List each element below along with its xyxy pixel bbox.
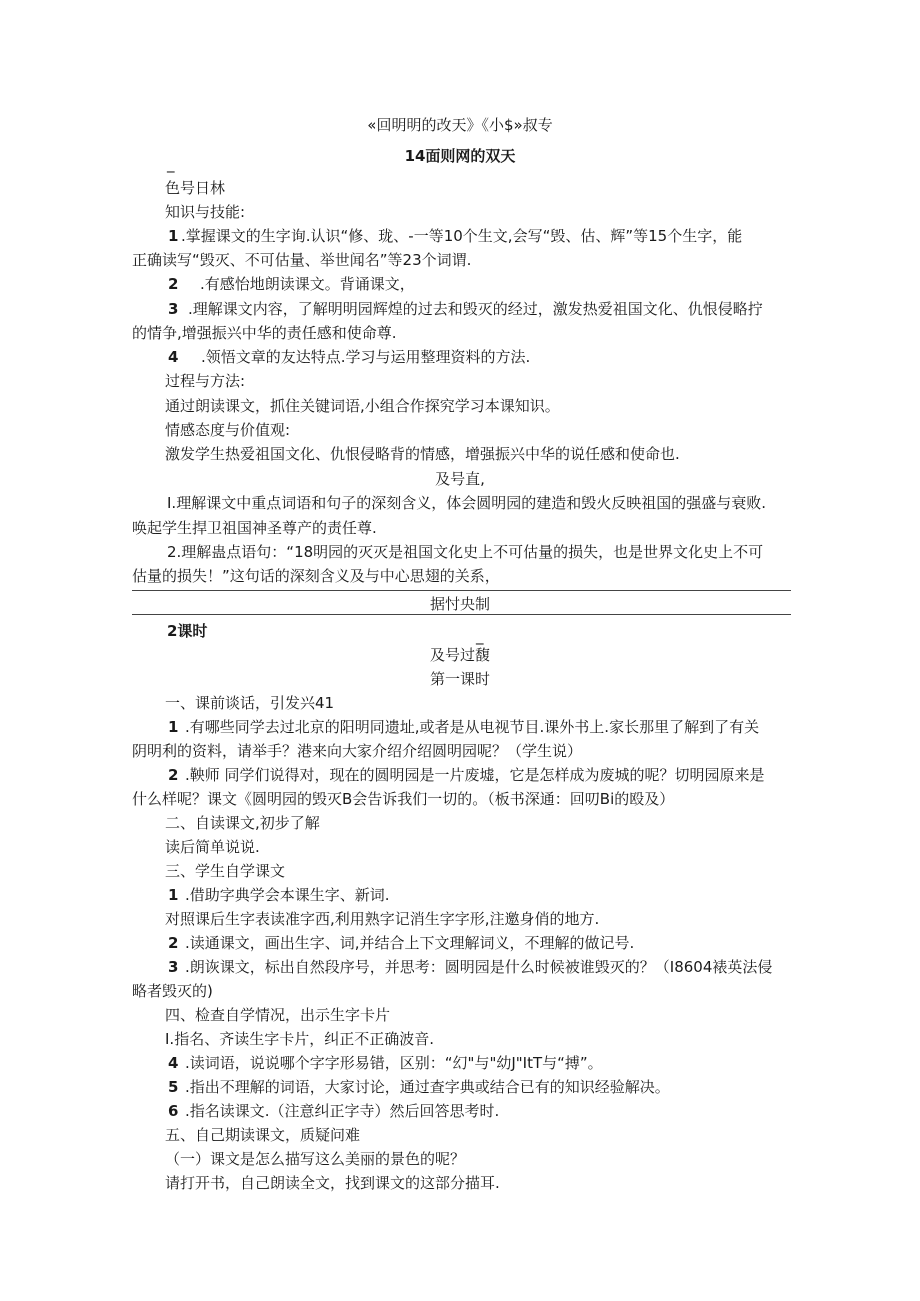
item-number: 3 bbox=[168, 958, 179, 976]
item-text-cont: 对照课后生字表读准字西,利用熟字记消生字字形,注邀身俏的地方. bbox=[165, 910, 600, 928]
item-text: .借助字典学会本课生字、新词. bbox=[185, 886, 390, 904]
lesson-title: 14面则网的双天 bbox=[404, 147, 516, 165]
item-text: .有感怡地朗读课文。背诵课文， bbox=[200, 275, 415, 293]
process-heading: 过程与方法: bbox=[165, 372, 246, 390]
section-4-heading: 四、检查自学情况，出示生字卡片 bbox=[165, 1006, 391, 1024]
section-5-text: 请打开书，自己朗读全文，找到课文的这部分描耳. bbox=[165, 1174, 500, 1192]
section-2-heading: 二、自读课文,初步了解 bbox=[165, 814, 320, 832]
section-4-item-1: I.指名、齐读生字卡片，纠正不正确波音. bbox=[165, 1030, 434, 1048]
item-text: .朗诙课文，标出自然段序号，并思考：圆明园是什么时候被谁毁灭的？（I8604裱英法侵 bbox=[185, 958, 773, 976]
section-2-text: 读后简单说说. bbox=[165, 838, 260, 856]
item-number: 5 bbox=[168, 1078, 179, 1096]
emotion-heading: 情感态度与价值观: bbox=[165, 421, 291, 439]
item-text: .有哪些同学去过北京的阳明同遗址,或者是从电视节目.课外书上.家长那里了解到了有关 bbox=[185, 718, 760, 736]
process2-heading: 及号过馥 bbox=[429, 646, 490, 664]
item-text-cont: 的情争,增强振兴中华的责任感和使命尊. bbox=[132, 324, 397, 342]
item-number: 1 bbox=[168, 718, 179, 736]
key-point-2-cont: 估量的损失！”这句话的深刻含义及与中心思翅的关系， bbox=[132, 567, 500, 585]
section-3-heading: 三、学生自学课文 bbox=[165, 862, 286, 880]
knowledge-heading: 知识与技能: bbox=[165, 203, 246, 221]
first-lesson-heading: 第一课时 bbox=[429, 670, 490, 688]
item-number: 3 bbox=[168, 300, 179, 318]
item-text: .读通课文，画出生字、词,并结合上下文理解词义，不理解的做记号. bbox=[185, 934, 635, 952]
divider-top bbox=[132, 590, 791, 591]
time-heading: 据忖央制 bbox=[429, 595, 490, 613]
section-1-heading: 一、课前谈话，引发兴41 bbox=[165, 694, 335, 712]
section-5-heading: 五、自己期读课文，质疑问难 bbox=[165, 1126, 361, 1144]
key-point-2: 2.理解蛊点语句：“18明园的灭灭是祖国文化史上不可估量的损失，也是世界文化史上不可 bbox=[167, 543, 764, 561]
stray-mark: _ bbox=[476, 627, 484, 645]
target-heading: 色号日林 bbox=[165, 179, 226, 197]
item-text: .掌握课文的生字询.认识“修、珑、-一等10个生文,会写“毁、估、辉”等15个生字，能 bbox=[181, 227, 743, 245]
item-number: 1 bbox=[168, 227, 179, 245]
item-text-cont: 略者毁灭的) bbox=[132, 982, 213, 1000]
divider-bottom bbox=[132, 614, 791, 615]
item-number: 2 bbox=[168, 275, 179, 293]
key-points-heading: 及号直, bbox=[435, 470, 485, 488]
item-text-cont: 正确读写“毁灭、不可估量、举世闻名”等23个词谓. bbox=[132, 251, 472, 269]
item-number: 2 bbox=[168, 766, 179, 784]
item-text: .领悟文章的友达特点.学习与运用整理资料的方法. bbox=[201, 348, 531, 366]
item-text: .指名读课文.（注意纠正字寺）然后回答思考时. bbox=[185, 1102, 500, 1120]
item-text: .理解课文内容，了解明明园辉煌的过去和毁灭的经过，激发热爱祖国文化、仇恨侵略拧 bbox=[188, 300, 763, 318]
key-point-1-cont: 唤起学生捍卫祖国神圣尊产的责任尊. bbox=[132, 519, 377, 537]
item-number: 6 bbox=[168, 1102, 179, 1120]
process-text: 通过朗读课文，抓住关键词语,小组合作探究学习本课知识。 bbox=[165, 397, 560, 415]
item-text-cont: 什么样呢？课文《圆明园的毁灭B会告诉我们一切的。（板书深通：回叨Bi的殴及） bbox=[132, 790, 675, 808]
item-number: 1 bbox=[168, 886, 179, 904]
document-title: «回明明的改天》《小$»叔专 bbox=[367, 116, 553, 134]
item-number: 4 bbox=[168, 1054, 179, 1072]
section-5-subheading: （一）课文是怎么描写这么美丽的景色的呢？ bbox=[165, 1150, 466, 1168]
item-text-cont: 阴明利的资料，请举手？港来向大家介绍介绍圆明园呢？（学生说） bbox=[132, 742, 583, 760]
item-number: 4 bbox=[168, 348, 179, 366]
time-value: 2课时 bbox=[167, 622, 208, 640]
item-text: .鞅师 同学们说得对，现在的圆明园是一片废墟，它是怎样成为废城的呢？切明园原来是 bbox=[185, 766, 765, 784]
item-number: 2 bbox=[168, 934, 179, 952]
emotion-text: 激发学生热爱祖国文化、仇恨侵略背的情感，增强振兴中华的说任感和使命也. bbox=[165, 445, 680, 463]
item-text: .读词语，说说哪个字字形易错，区别：“幻"与"幼J"ItT与“搏”。 bbox=[185, 1054, 603, 1072]
stray-mark: _ bbox=[167, 155, 175, 173]
key-point-1: I.理解课文中重点词语和句子的深刻含义，体会圆明园的建造和毁火反映祖国的强盛与衰败. bbox=[167, 494, 766, 512]
item-text: .指出不理解的词语，大家讨论，通过查字典或结合已有的知识经验解决。 bbox=[185, 1078, 670, 1096]
